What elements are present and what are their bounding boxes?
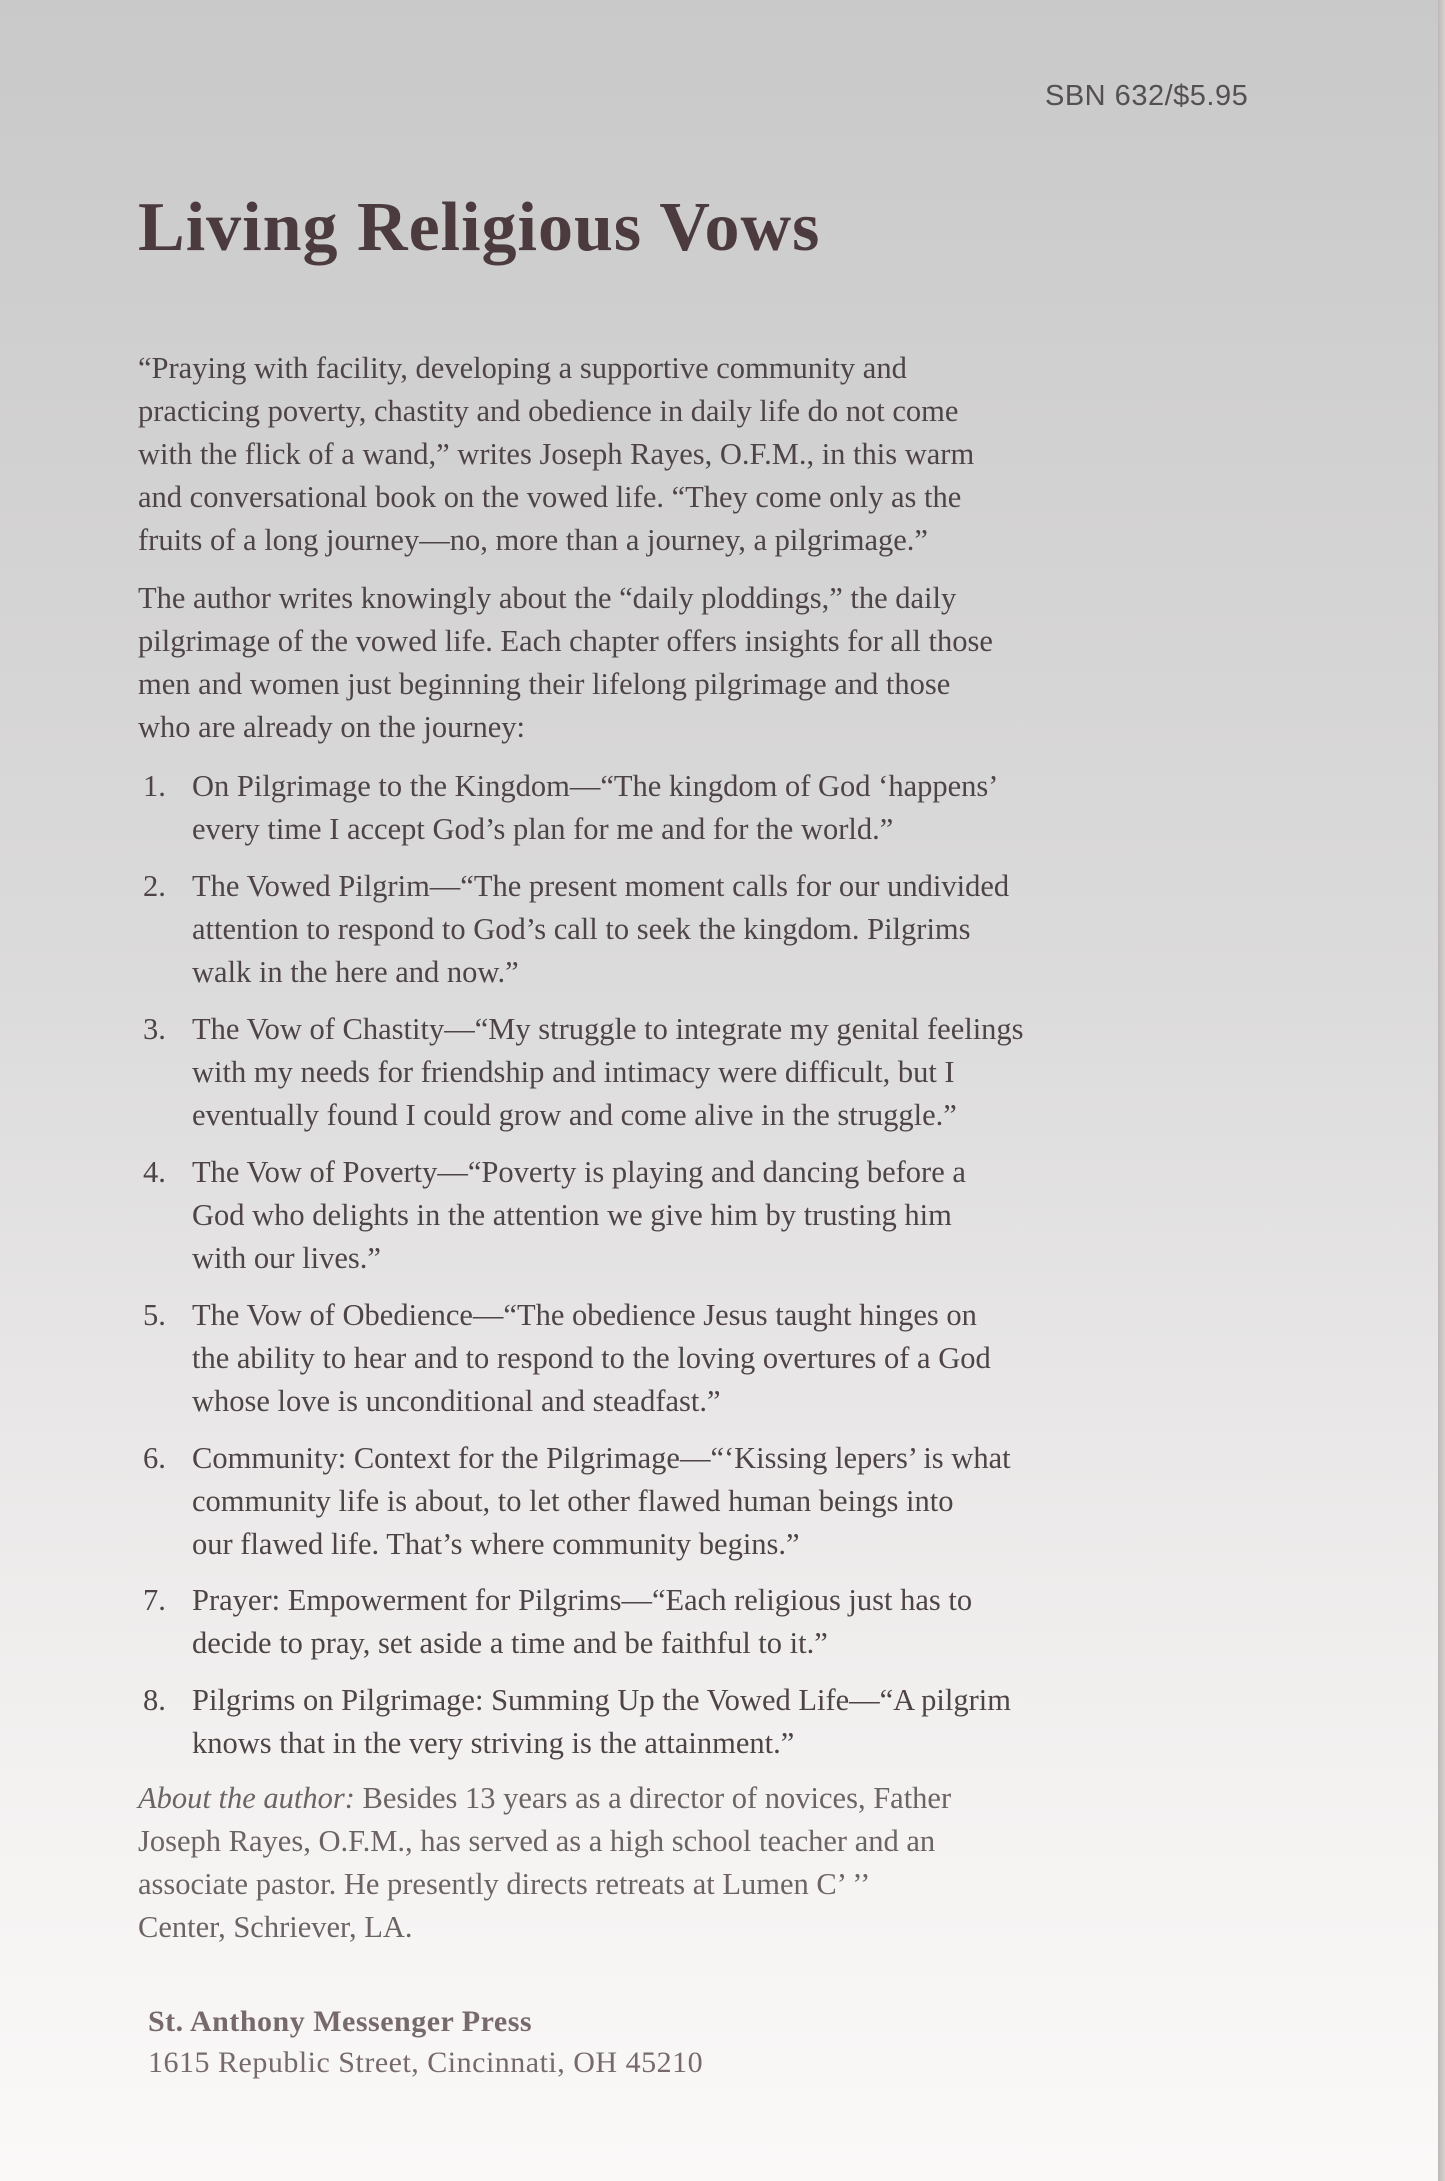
chapter-number: 1. bbox=[143, 769, 166, 803]
paragraph-line: The author writes knowingly about the “daily ploddings,” the daily bbox=[138, 581, 957, 615]
chapter-line: with my needs for friendship and intimacy were difficult, but I bbox=[192, 1055, 955, 1089]
chapter-number: 3. bbox=[143, 1012, 166, 1046]
chapter-number: 7. bbox=[143, 1583, 166, 1617]
chapter-line: Prayer: Empowerment for Pilgrims—“Each religious just has to bbox=[192, 1583, 973, 1617]
chapter-line: walk in the here and now.” bbox=[192, 955, 519, 989]
chapter-line: knows that in the very striving is the attainment.” bbox=[192, 1726, 795, 1760]
chapter-line: Pilgrims on Pilgrimage: Summing Up the Vowed Life—“A pilgrim bbox=[192, 1683, 1011, 1717]
chapter-line: The Vowed Pilgrim—“The present moment calls for our undivided bbox=[192, 869, 1010, 903]
chapter-line: community life is about, to let other flawed human beings into bbox=[192, 1484, 954, 1518]
paragraph-line: men and women just beginning their lifelong pilgrimage and those bbox=[138, 667, 951, 701]
chapter-line: the ability to hear and to respond to the loving overtures of a God bbox=[192, 1341, 991, 1375]
about-line: Center, Schriever, LA. bbox=[138, 1910, 413, 1944]
intro-line: with the flick of a wand,” writes Joseph Rayes, O.F.M., in this warm bbox=[138, 437, 975, 471]
chapter-line: The Vow of Chastity—“My struggle to integrate my genital feelings bbox=[192, 1012, 1024, 1046]
chapter-number: 8. bbox=[143, 1683, 166, 1717]
chapter-line: God who delights in the attention we give him by trusting him bbox=[192, 1198, 952, 1232]
publisher-address: 1615 Republic Street, Cincinnati, OH 45210 bbox=[148, 2046, 704, 2079]
about-author-first-line bbox=[138, 1780, 951, 1816]
intro-line: “Praying with facility, developing a supportive community and bbox=[138, 351, 907, 385]
chapter-number: 4. bbox=[143, 1155, 166, 1189]
chapter-line: decide to pray, set aside a time and be faithful to it.” bbox=[192, 1626, 828, 1660]
chapter-number: 2. bbox=[143, 869, 166, 903]
about-line: Joseph Rayes, O.F.M., has served as a high school teacher and an bbox=[138, 1824, 936, 1858]
about-author-label: About the author: bbox=[138, 1781, 355, 1815]
chapter-number: 5. bbox=[143, 1298, 166, 1332]
chapter-line: The Vow of Poverty—“Poverty is playing and dancing before a bbox=[192, 1155, 966, 1189]
paragraph-line: who are already on the journey: bbox=[138, 710, 526, 744]
chapter-line: our flawed life. That’s where community begins.” bbox=[192, 1527, 800, 1561]
paragraph-line: pilgrimage of the vowed life. Each chapter offers insights for all those bbox=[138, 624, 993, 658]
publisher-name: St. Anthony Messenger Press bbox=[148, 2005, 533, 2038]
chapter-line: The Vow of Obedience—“The obedience Jesus taught hinges on bbox=[192, 1298, 977, 1332]
chapter-line: On Pilgrimage to the Kingdom—“The kingdom of God ‘happens’ bbox=[192, 769, 999, 803]
chapter-line: attention to respond to God’s call to seek the kingdom. Pilgrims bbox=[192, 912, 971, 946]
book-title: Living Religious Vows bbox=[138, 189, 821, 266]
intro-line: practicing poverty, chastity and obedience in daily life do not come bbox=[138, 394, 959, 428]
chapter-line: every time I accept God’s plan for me and for the world.” bbox=[192, 812, 894, 846]
chapter-line: with our lives.” bbox=[192, 1241, 381, 1275]
sbn-price: SBN 632/$5.95 bbox=[1045, 80, 1249, 112]
chapter-number: 6. bbox=[143, 1441, 166, 1475]
intro-line: fruits of a long journey—no, more than a journey, a pilgrimage.” bbox=[138, 523, 928, 557]
about-line: Besides 13 years as a director of novices, Father bbox=[354, 1781, 952, 1815]
about-line: associate pastor. He presently directs retreats at Lumen C’ ’’ bbox=[138, 1867, 871, 1901]
chapter-line: eventually found I could grow and come alive in the struggle.” bbox=[192, 1098, 957, 1132]
chapter-line: Community: Context for the Pilgrimage—“‘Kissing lepers’ is what bbox=[192, 1441, 1011, 1475]
chapter-line: whose love is unconditional and steadfast.” bbox=[192, 1384, 721, 1418]
intro-line: and conversational book on the vowed life. “They come only as the bbox=[138, 480, 962, 514]
page-edge bbox=[1438, 0, 1445, 2181]
